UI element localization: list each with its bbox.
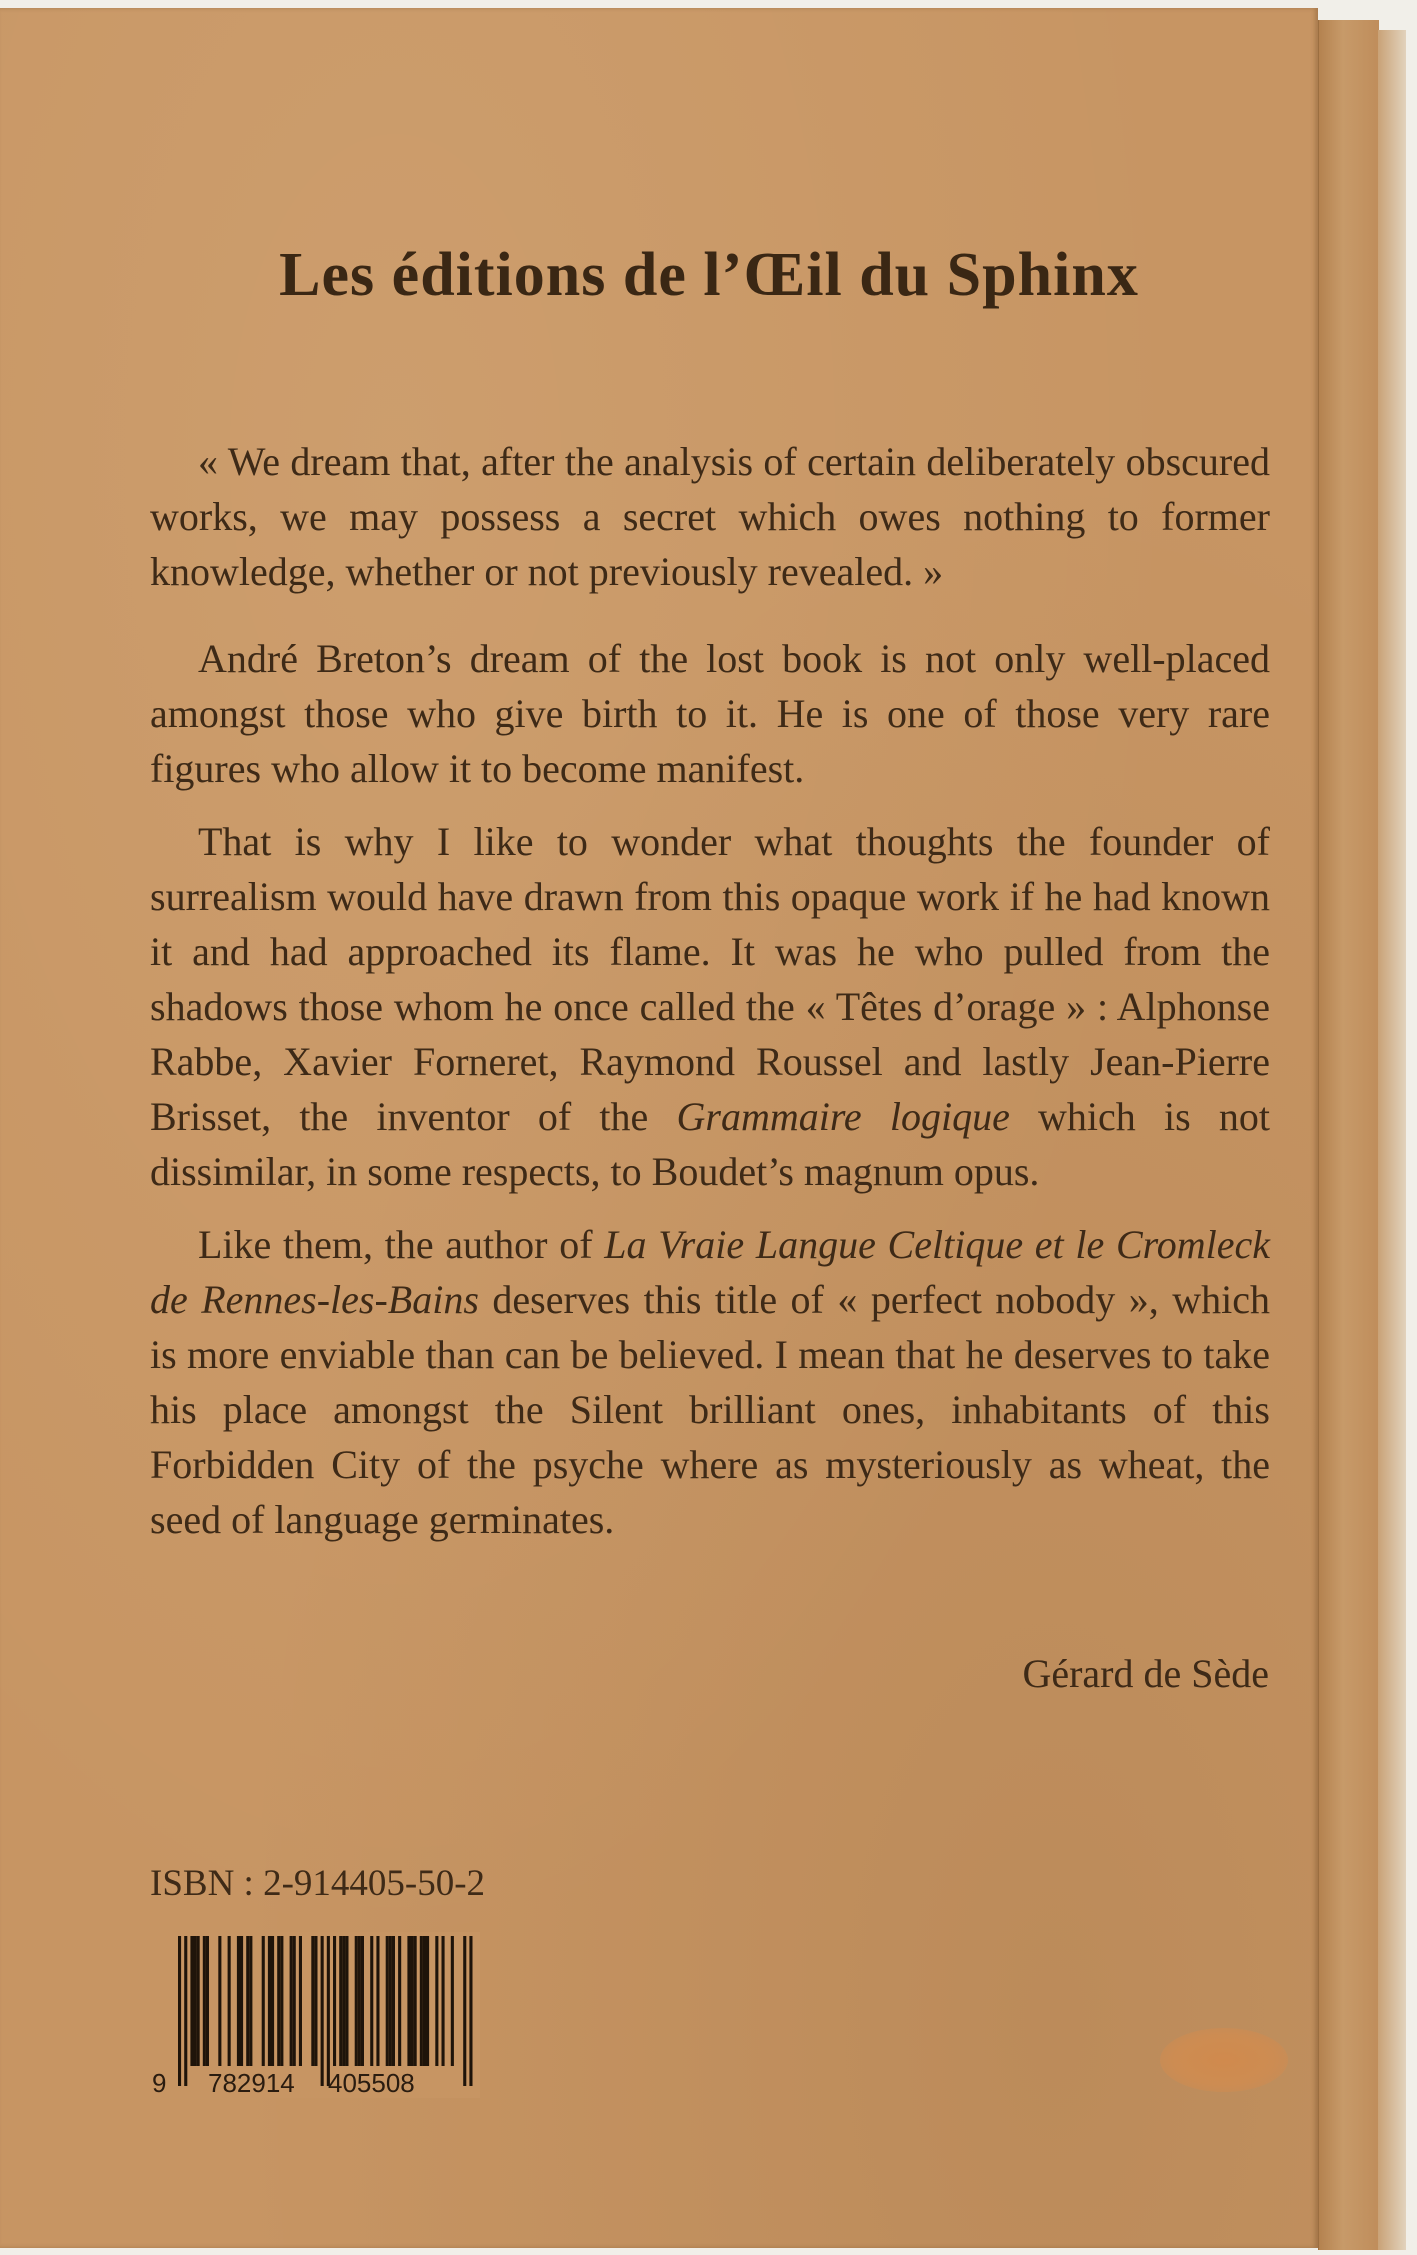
barcode-bar xyxy=(277,1936,280,2066)
cover-edge-fold xyxy=(1318,20,1379,2250)
paragraph-3-text-before: Like them, the author of xyxy=(198,1222,605,1267)
cover-stain xyxy=(1160,2028,1288,2092)
blurb-paragraph-3 xyxy=(150,1217,1270,1547)
ean-barcode xyxy=(150,1932,480,2098)
paragraph-3-italic-title: La Vraie Langue Celtique et le Cromleck de Rennes-les-Bains xyxy=(150,1222,1270,1322)
barcode-bar xyxy=(268,1936,271,2066)
barcode-bar xyxy=(190,1936,193,2066)
barcode-bar xyxy=(218,1936,221,2066)
barcode-bar xyxy=(392,1936,395,2066)
blurb-paragraph-2 xyxy=(150,814,1270,1199)
blurb-text xyxy=(150,434,1270,1565)
barcode-bar xyxy=(435,1936,438,2066)
barcode-bar xyxy=(262,1936,265,2066)
paragraph-2-text-after: which is not dissimilar, in some respects, to Boudet’s magnum opus. xyxy=(150,1094,1270,1194)
barcode-bar xyxy=(376,1936,379,2066)
barcode-bar xyxy=(271,1936,274,2066)
barcode-bar xyxy=(197,1936,200,2066)
barcode-bar xyxy=(203,1936,206,2066)
paragraph-2-text-before: That is why I like to wonder what thoughts the founder of surrealism would have drawn from this opaque work if he had known it and had approached its flame. It was he who pulled from the shadows those whom he once called the « Têtes d’orage » : Alphonse Rabbe, Xavier Forneret, Raymond Roussel and lastly Jean-Pierre Brisset, the inventor of the xyxy=(150,819,1270,1139)
barcode-bar xyxy=(342,1936,345,2066)
barcode-bar xyxy=(314,1936,317,2066)
barcode-bar xyxy=(237,1936,240,2066)
barcode-bar xyxy=(240,1936,243,2066)
barcode-bar xyxy=(463,1936,466,2086)
barcode-bar xyxy=(299,1936,302,2066)
paragraph-2-italic-title: Grammaire logique xyxy=(676,1094,1010,1139)
author-signature: Gérard de Sède xyxy=(1022,1651,1269,1696)
barcode-bar xyxy=(355,1936,358,2066)
barcode-right-digits: 405508 xyxy=(328,2068,415,2098)
barcode-bar xyxy=(442,1936,445,2066)
barcode-bar xyxy=(451,1936,454,2066)
barcode-bar xyxy=(293,1936,296,2066)
barcode-bar xyxy=(407,1936,410,2066)
barcode-first-digit: 9 xyxy=(152,2068,167,2098)
barcode-bar xyxy=(280,1936,283,2066)
barcode-bar xyxy=(290,1936,293,2066)
isbn-label: ISBN : 2-914405-50-2 xyxy=(150,1863,486,1904)
barcode-bar xyxy=(426,1936,429,2066)
publisher-title: Les éditions de l’Œil du Sphinx xyxy=(279,241,1139,309)
barcode-bar xyxy=(228,1936,231,2066)
barcode-bar xyxy=(423,1936,426,2066)
barcode-bar xyxy=(361,1936,364,2066)
breton-quote: « We dream that, after the analysis of certain deliberately obscured works, we may possess a secret which owes nothing to former knowledge, whether or not previously revealed. » xyxy=(150,439,1270,594)
barcode-bar xyxy=(345,1936,348,2066)
barcode-bar xyxy=(333,1936,336,2066)
barcode-bar xyxy=(339,1936,342,2066)
blurb-paragraph-1: André Breton’s dream of the lost book is not only well-placed amongst those who give birth to it. He is one of those very rare figures who allow it to become manifest. xyxy=(150,636,1270,791)
barcode-bar xyxy=(414,1936,417,2066)
barcode-bar xyxy=(246,1936,249,2066)
barcode-bar xyxy=(411,1936,414,2066)
barcode-bar xyxy=(178,1936,181,2086)
barcode-bar xyxy=(386,1936,389,2066)
barcode-bar xyxy=(327,1936,330,2086)
barcode-bar xyxy=(194,1936,197,2066)
barcode-bar xyxy=(358,1936,361,2066)
barcode-bar xyxy=(398,1936,401,2066)
barcode-left-digits: 782914 xyxy=(208,2068,295,2098)
barcode-graphic xyxy=(150,1932,480,2098)
barcode-bar xyxy=(311,1936,314,2066)
barcode-bar xyxy=(249,1936,252,2066)
barcode-bar xyxy=(420,1936,423,2066)
barcode-bar xyxy=(469,1936,472,2086)
paragraph-3-text-after: deserves this title of « perfect nobody », which is more enviable than can be believed. I mean that he deserves to take his place amongst the Silent brilliant ones, inhabitants of this Forbidden City of the psyche where as mysteriously as wheat, the seed of language germinates. xyxy=(150,1277,1271,1542)
barcode-bar xyxy=(389,1936,392,2066)
page-edge xyxy=(1378,30,1406,2250)
barcode-bar xyxy=(321,1936,324,2086)
barcode-bar xyxy=(184,1936,187,2086)
barcode-bar xyxy=(206,1936,209,2066)
barcode-bar xyxy=(370,1936,373,2066)
